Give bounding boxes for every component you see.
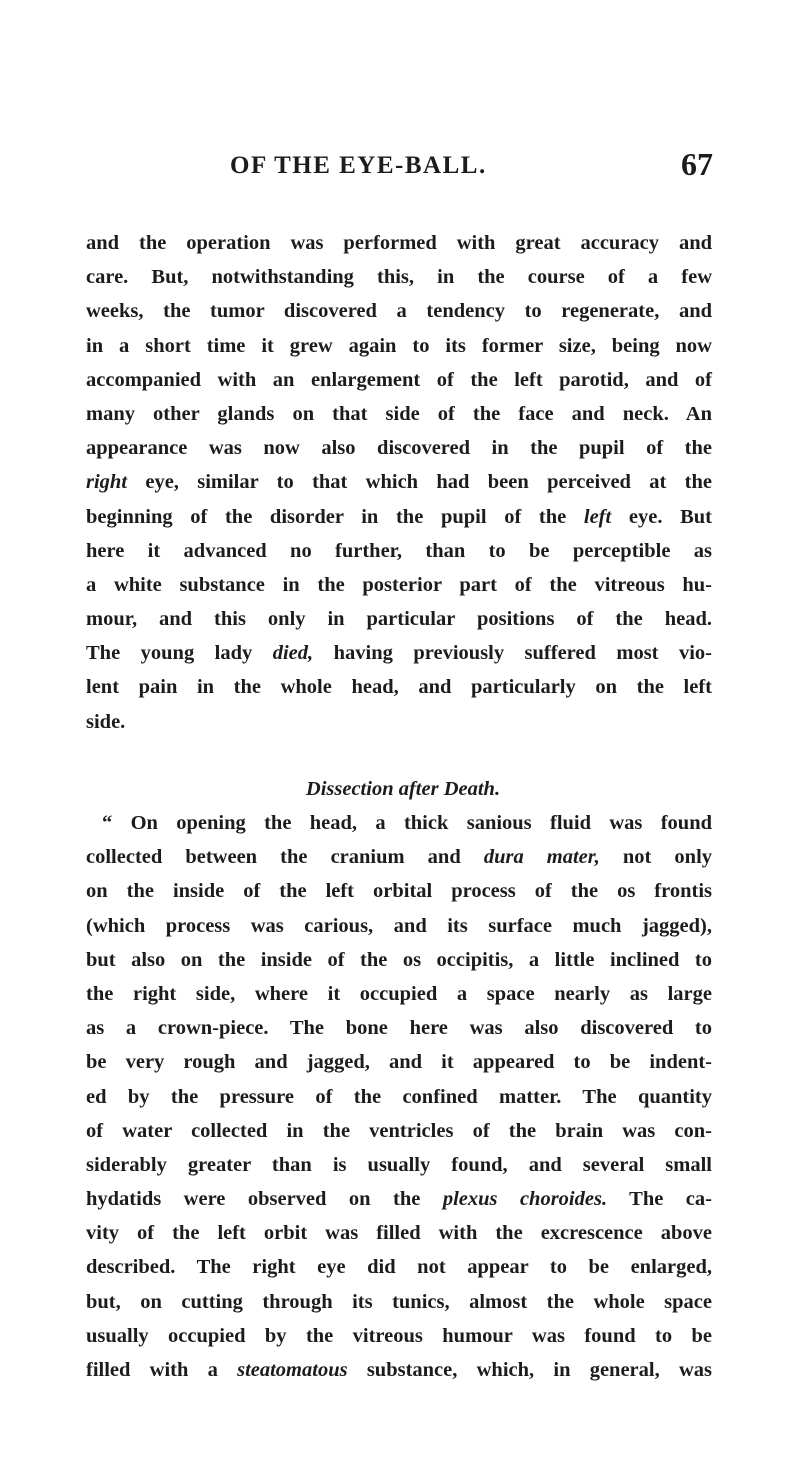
text-segment: filled with a [86,1359,238,1381]
running-title: OF THE EYE-BALL. [230,152,487,179]
text-line [86,1182,712,1216]
text-line: appearance was now also discovered in the pupil of the [86,437,712,460]
body-text [86,226,712,1387]
text-line: described. The right eye did not appear to be enlarged, [86,1256,712,1279]
emphasis: died, [272,642,314,665]
text-line: on the inside of the left orbital process of the os frontis [86,880,712,903]
text-line: the right side, where it occupied a space nearly as large [86,982,712,1005]
text-segment: eye. But [611,505,712,528]
text-line: many other glands on that side of the face and neck. An [86,402,712,425]
text-line: care. But, notwithstanding this, in the course of a few [86,266,712,289]
text-line: vity of the left orbit was filled with the excrescence above [86,1222,712,1245]
text-line: and the operation was performed with great accuracy and [86,232,712,254]
emphasis: steatomatous [237,1359,348,1381]
text-segment: beginning of the disorder in the pupil of the [86,505,584,528]
text-line [86,636,712,670]
text-line [86,500,712,534]
text-segment: substance, which, in general, was [347,1359,712,1381]
text-segment: having previously suffered most vio- [313,642,712,665]
text-line: side. [86,710,126,733]
text-line: here it advanced no further, than to be perceptible as [86,539,712,562]
text-segment: collected between the cranium and [86,846,484,869]
text-line: (which process was carious, and its surface much jagged), [86,914,712,937]
text-line: be very rough and jagged, and it appeared to be indent- [86,1051,712,1074]
text-line: but, on cutting through its tunics, almost the whole space [86,1290,712,1313]
text-line: in a short time it grew again to its former size, being now [86,334,712,357]
page-number: 67 [681,146,713,182]
emphasis: right [86,471,128,494]
text-segment: not only [599,846,713,869]
text-line [86,465,712,499]
paragraph-2 [86,806,712,1387]
text-line: but also on the inside of the os occipitis, a little inclined to [86,948,712,971]
text-segment: The ca- [607,1188,712,1211]
text-line: accompanied with an enlargement of the left parotid, and of [86,368,712,391]
text-segment: The young lady [86,642,273,665]
text-line: weeks, the tumor discovered a tendency to regenerate, and [86,300,712,323]
emphasis: plexus choroides. [442,1188,608,1211]
text-line [86,1353,712,1387]
text-segment: hydatids were observed on the [86,1188,443,1211]
text-line: of water collected in the ventricles of the brain was con- [86,1119,712,1142]
section-heading: Dissection after Death. [305,777,501,800]
text-line [86,840,712,874]
text-line: as a crown-piece. The bone here was also discovered to [86,1017,712,1040]
text-line: ed by the pressure of the confined matter. The quantity [86,1085,712,1108]
text-line: mour, and this only in particular positions of the head. [86,608,712,631]
emphasis: left [583,505,612,528]
text-line: lent pain in the whole head, and particularly on the left [86,676,712,699]
text-line: “ On opening the head, a thick sanious fluid was found [102,812,712,834]
paragraph-1 [86,226,712,739]
emphasis: dura mater, [483,846,600,869]
text-segment: eye, similar to that which had been perceived at the [127,471,712,494]
text-line: siderably greater than is usually found, and several small [86,1153,712,1176]
text-line: usually occupied by the vitreous humour was found to be [86,1324,712,1347]
running-head [80,146,720,192]
text-line: a white substance in the posterior part of the vitreous hu- [86,573,712,596]
